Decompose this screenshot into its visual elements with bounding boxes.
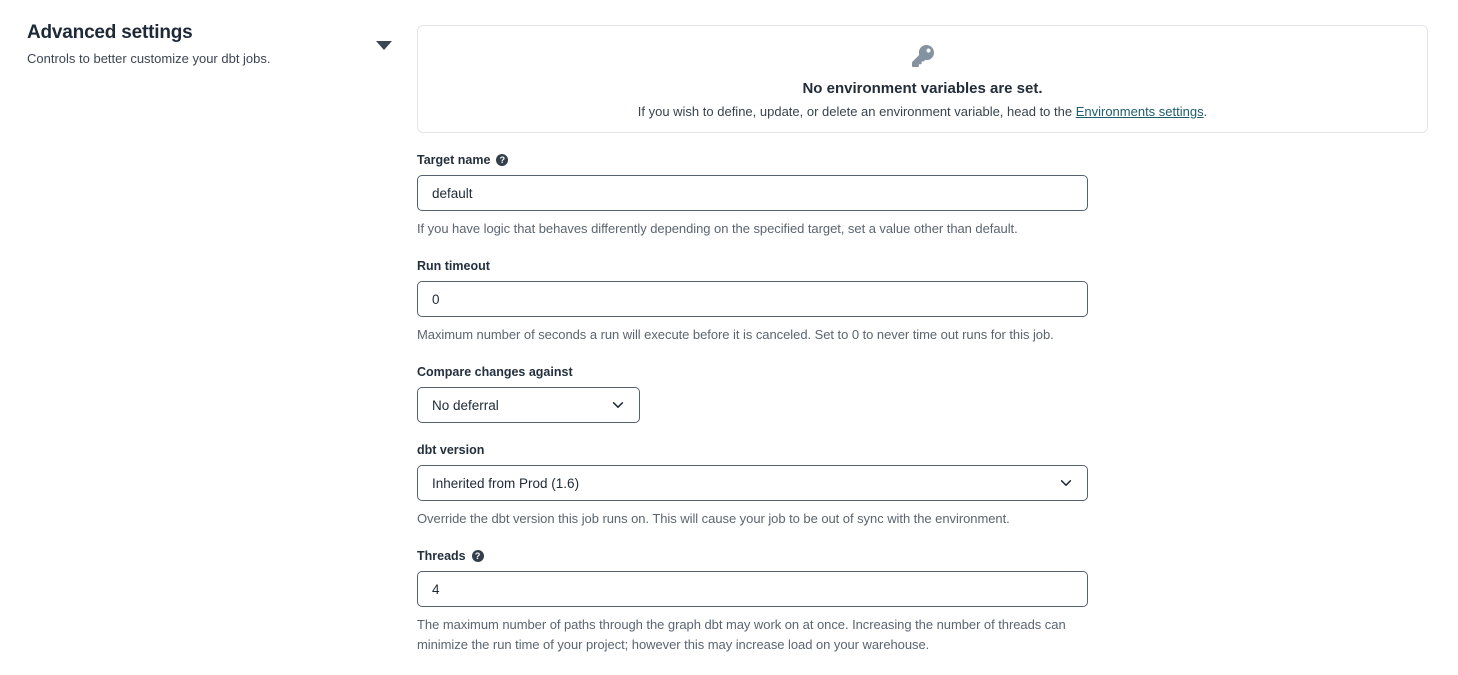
- advanced-settings-form: [417, 153, 1088, 655]
- field-target-name: [417, 153, 1088, 239]
- run-timeout-input[interactable]: [417, 281, 1088, 317]
- compare-changes-label: Compare changes against: [417, 365, 573, 379]
- threads-input[interactable]: [417, 571, 1088, 607]
- settings-panel: [417, 22, 1428, 675]
- threads-helper: The maximum number of paths through the graph dbt may work on at once. Increasing the number of threads can minimize the run time of your project; however this may increase load on your warehouse.: [417, 617, 1066, 652]
- field-threads: [417, 549, 1088, 655]
- run-timeout-helper: Maximum number of seconds a run will execute before it is canceled. Set to 0 to never time out runs for this job.: [417, 327, 1054, 342]
- target-name-label: Target name: [417, 153, 491, 167]
- chevron-down-icon: [1059, 476, 1073, 490]
- run-timeout-label: Run timeout: [417, 259, 490, 273]
- env-variables-card: [417, 25, 1428, 133]
- chevron-down-icon: [611, 398, 625, 412]
- section-header: [27, 22, 417, 675]
- page-title: Advanced settings: [27, 22, 193, 43]
- field-dbt-version: [417, 443, 1088, 529]
- key-icon: [912, 45, 934, 67]
- env-card-body: [418, 104, 1427, 119]
- env-body-prefix: If you wish to define, update, or delete an environment variable, head to the: [637, 104, 1076, 119]
- dbt-version-helper: Override the dbt version this job runs on. This will cause your job to be out of sync with the environment.: [417, 511, 1010, 526]
- target-name-help-icon[interactable]: [496, 154, 508, 166]
- field-compare-changes: [417, 365, 1088, 423]
- env-body-suffix: .: [1203, 104, 1208, 119]
- target-name-input[interactable]: [417, 175, 1088, 211]
- threads-label: Threads: [417, 549, 466, 563]
- dbt-version-value: Inherited from Prod (1.6): [432, 475, 580, 491]
- threads-help-icon[interactable]: [472, 550, 484, 562]
- field-run-timeout: [417, 259, 1088, 345]
- target-name-helper: If you have logic that behaves differently depending on the specified target, set a value other than default.: [417, 221, 1018, 236]
- environments-settings-link[interactable]: Environments settings: [1075, 104, 1204, 119]
- dbt-version-select[interactable]: [417, 465, 1088, 501]
- compare-changes-select[interactable]: [417, 387, 640, 423]
- dbt-version-label: dbt version: [417, 443, 485, 457]
- env-card-title: No environment variables are set.: [802, 80, 1043, 97]
- page-subtitle: Controls to better customize your dbt jobs.: [27, 51, 271, 66]
- compare-changes-value: No deferral: [432, 397, 499, 413]
- collapse-caret-icon[interactable]: [376, 41, 392, 50]
